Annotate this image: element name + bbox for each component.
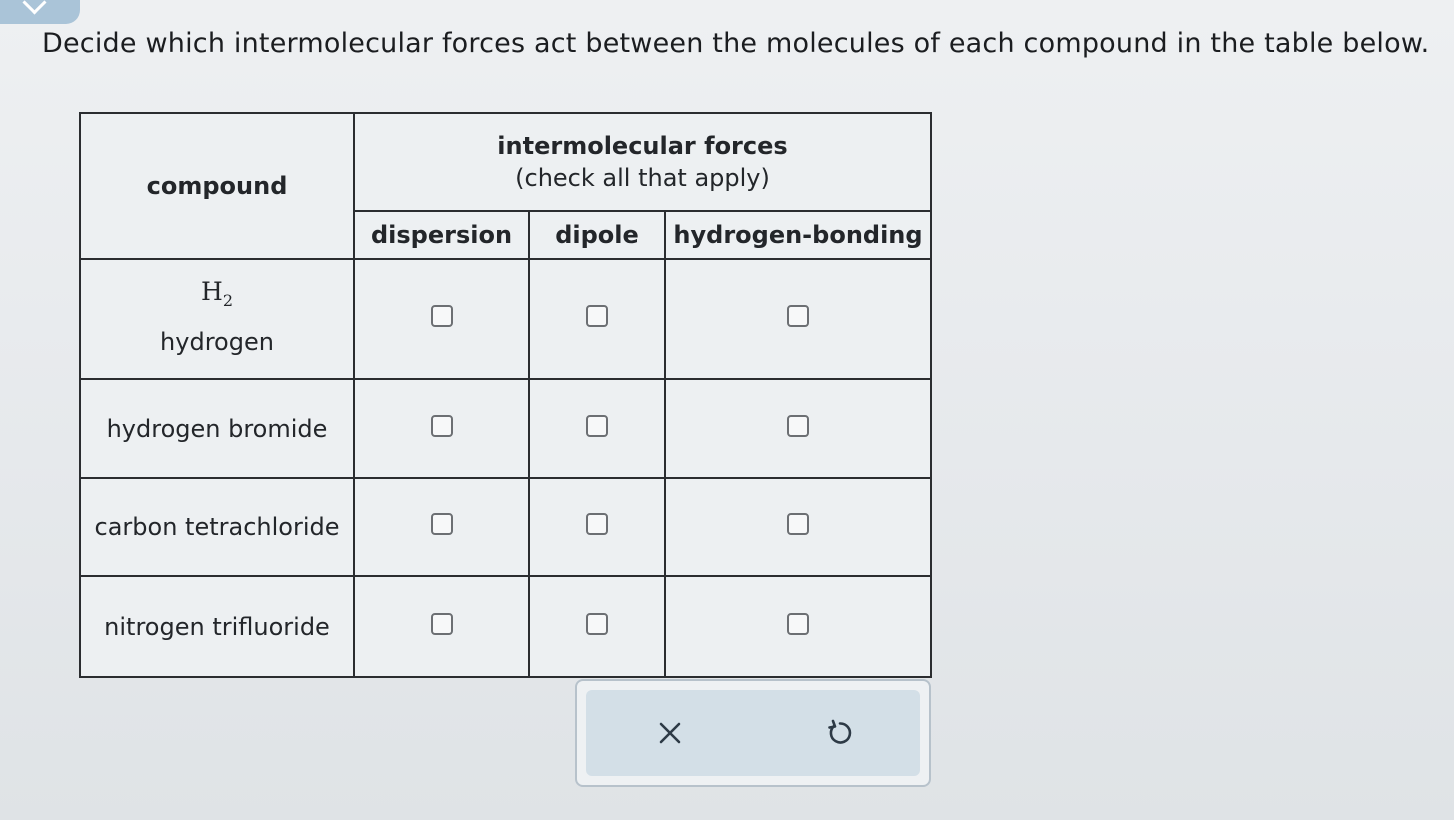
dipole-cell [529,379,665,478]
compound-cell [80,379,354,478]
dipole-checkbox[interactable] [586,513,608,535]
hydrogen-bonding-checkbox[interactable] [787,415,809,437]
table-row [80,379,931,478]
collapse-tab[interactable] [0,0,80,24]
hydrogen-bonding-checkbox[interactable] [787,613,809,635]
compound-name: carbon tetrachloride [94,513,340,541]
dispersion-cell [354,379,529,478]
forces-table [79,112,932,678]
compound-name: nitrogen trifluoride [104,612,330,641]
table-row [80,576,931,677]
dipole-cell [529,259,665,379]
answer-toolbar [575,679,931,787]
dipole-checkbox[interactable] [586,415,608,437]
dipole-checkbox[interactable] [586,305,608,327]
compound-header: compound [80,113,354,259]
dipole-checkbox[interactable] [586,613,608,635]
table-header-row [80,113,931,211]
dispersion-cell [354,576,529,677]
hydrogen-bonding-cell [665,576,931,677]
undo-button[interactable] [780,690,900,776]
column-header-dispersion: dispersion [354,211,529,259]
dispersion-checkbox[interactable] [431,613,453,635]
dispersion-cell [354,478,529,576]
dipole-cell [529,478,665,576]
question-prompt: Decide which intermolecular forces act between the molecules of each compound in the table below. [42,28,1430,59]
compound-name: hydrogen bromide [106,414,328,443]
dipole-cell [529,576,665,677]
formula-subscript: 2 [222,290,233,310]
hydrogen-bonding-checkbox[interactable] [787,305,809,327]
forces-header-subtitle: (check all that apply) [515,164,770,192]
compound-formula [81,277,353,310]
formula-element: H [201,276,223,306]
hydrogen-bonding-cell [665,379,931,478]
compound-cell [80,259,354,379]
dispersion-checkbox[interactable] [431,305,453,327]
column-header-dipole: dipole [529,211,665,259]
compound-cell [80,478,354,576]
toolbar-panel [586,690,920,776]
column-header-hydrogen-bonding: hydrogen-bonding [665,211,931,259]
compound-name: hydrogen [160,327,274,356]
dispersion-checkbox[interactable] [431,415,453,437]
table-row [80,478,931,576]
hydrogen-bonding-checkbox[interactable] [787,513,809,535]
compound-cell [80,576,354,677]
hydrogen-bonding-cell [665,259,931,379]
forces-header-title: intermolecular forces [497,132,788,160]
chevron-down-icon [22,0,46,15]
x-icon [657,720,683,746]
clear-button[interactable] [610,690,730,776]
hydrogen-bonding-cell [665,478,931,576]
dispersion-cell [354,259,529,379]
undo-icon [825,718,855,748]
dispersion-checkbox[interactable] [431,513,453,535]
table-row [80,259,931,379]
forces-header [354,113,931,211]
